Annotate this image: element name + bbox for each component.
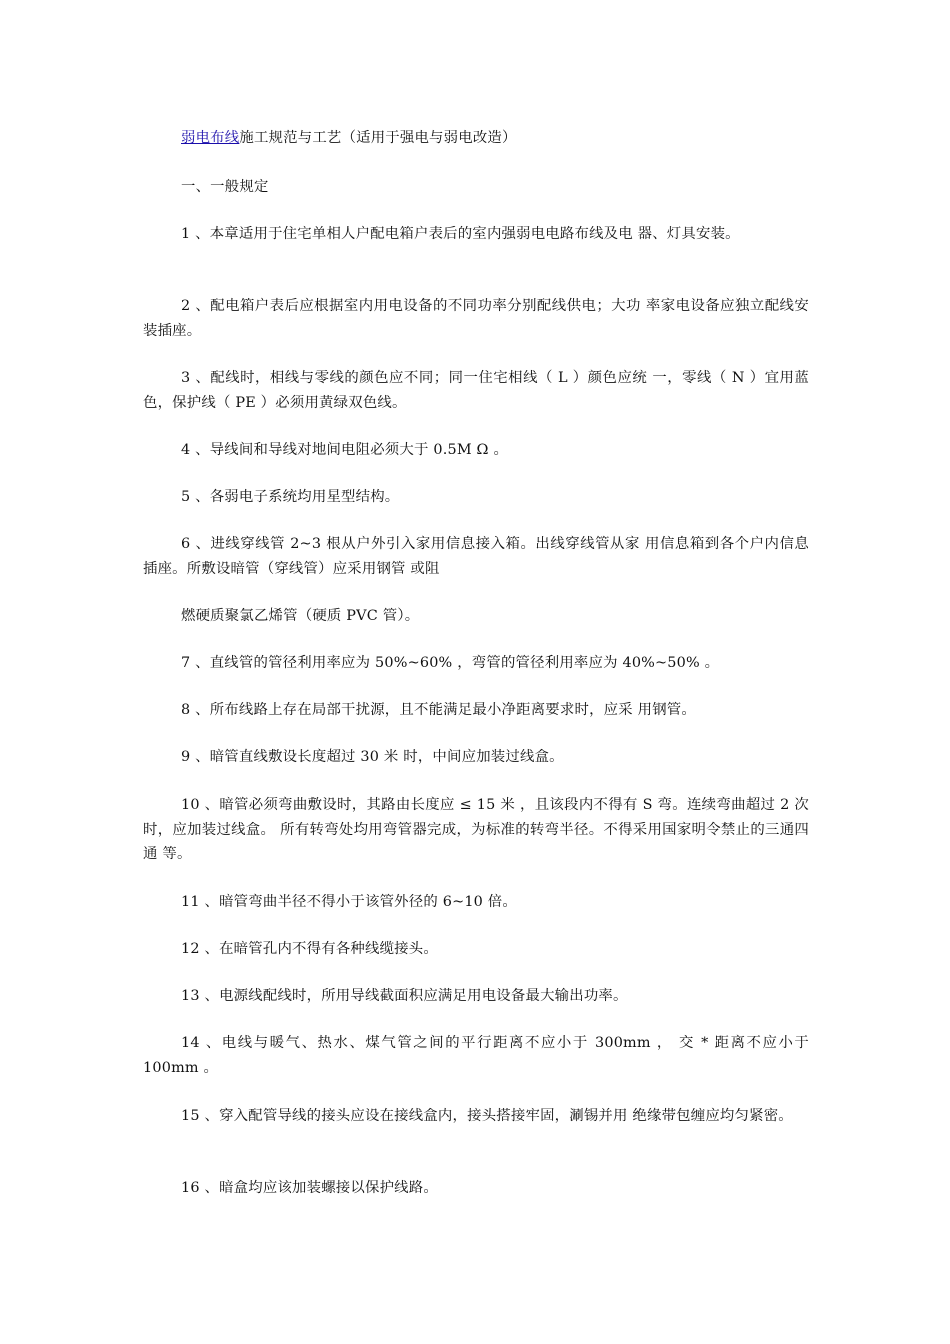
paragraph-16: 16 、暗盒均应该加装螺接以保护线路。: [181, 1180, 438, 1196]
paragraph-10: 10 、暗管必须弯曲敷设时，其路由长度应 ≤ 15 米 ，且该段内不得有 S 弯。连续弯曲超过 2 次时，应加装过线盒。 所有转弯处均用弯管器完成，为标准的转弯半径。不得采用国家明令禁止的三通四通 等。: [143, 797, 809, 862]
paragraph-12: 12 、在暗管孔内不得有各种线缆接头。: [181, 941, 438, 957]
paragraph-3: 3 、配线时，相线与零线的颜色应不同；同一住宅相线（ L ）颜色应统 一，零线（ N ）宜用蓝色，保护线（ PE ）必须用黄绿双色线。: [143, 370, 809, 411]
document-title: [143, 126, 809, 151]
paragraph-15: 15 、穿入配管导线的接头应设在接线盒内，接头搭接牢固，涮锡并用 绝缘带包缠应均匀紧密。: [181, 1108, 793, 1124]
paragraph-11: 11 、暗管弯曲半径不得小于该管外径的 6~10 倍。: [181, 894, 517, 910]
paragraph-8: 8 、所布线路上存在局部干扰源，且不能满足最小净距离要求时，应采 用钢管。: [181, 702, 696, 718]
paragraph-6-continued: 燃硬质聚氯乙烯管（硬质 PVC 管）。: [181, 608, 420, 624]
paragraph-13: 13 、电源线配线时，所用导线截面积应满足用电设备最大输出功率。: [181, 988, 628, 1004]
paragraph-7: 7 、直线管的管径利用率应为 50%~60% ，弯管的管径利用率应为 40%~50% 。: [181, 655, 720, 671]
paragraph-14: 14 、电线与暖气、热水、煤气管之间的平行距离不应小于 300mm ， 交 * 距离不应小于 100mm 。: [143, 1035, 809, 1076]
section-heading: 一、一般规定: [181, 179, 269, 195]
paragraph-2: 2 、配电箱户表后应根据室内用电设备的不同功率分别配线供电；大功 率家电设备应独立配线安装插座。: [143, 298, 809, 339]
paragraph-9: 9 、暗管直线敷设长度超过 30 米 时，中间应加装过线盒。: [181, 749, 564, 765]
paragraph-5: 5 、各弱电子系统均用星型结构。: [181, 489, 400, 505]
title-text: 施工规范与工艺（适用于强电与弱电改造）: [239, 130, 517, 146]
paragraph-1: 1 、本章适用于住宅单相人户配电箱户表后的室内强弱电电路布线及电 器、灯具安装。: [181, 226, 740, 242]
paragraph-4: 4 、导线间和导线对地间电阻必须大于 0.5M Ω 。: [181, 442, 509, 458]
title-link[interactable]: 弱电布线: [181, 130, 240, 146]
paragraph-6: 6 、进线穿线管 2~3 根从户外引入家用信息接入箱。出线穿线管从家 用信息箱到各个户内信息插座。所敷设暗管（穿线管）应采用钢管 或阻: [143, 536, 809, 577]
